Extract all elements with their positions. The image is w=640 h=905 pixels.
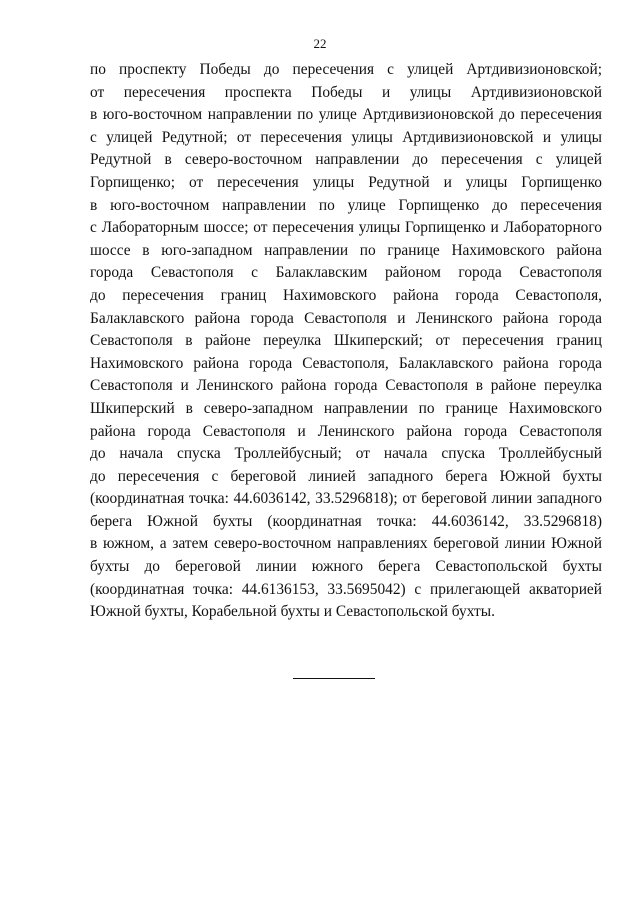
text-line: Севастополя в районе переулка Шкиперский; от пересечения границ: [90, 332, 602, 350]
text-line: до пересечения границ Нахимовского района города Севастополя,: [90, 286, 602, 304]
text-line: с улицей Редутной; от пересечения улицы Артдивизионовской и улицы: [90, 128, 602, 146]
text-line: Севастополя и Ленинского района города Севастополя в районе переулка: [90, 377, 602, 395]
text-line: с Лабораторным шоссе; от пересечения улицы Горпищенко и Лабораторного: [90, 219, 602, 237]
text-line: города Севастополя с Балаклавским районом города Севастополя: [90, 264, 602, 282]
text-line: в юго-восточном направлении по улице Артдивизионовской до пересечения: [90, 106, 602, 124]
text-line: шоссе в юго-западном направлении по границе Нахимовского района: [90, 241, 602, 259]
text-line: Горпищенко; от пересечения улицы Редутной и улицы Горпищенко: [90, 173, 602, 191]
text-line: до начала спуска Троллейбусный; от начала спуска Троллейбусный: [90, 445, 602, 463]
text-line: берега Южной бухты (координатная точка: 44.6036142, 33.5296818): [90, 512, 602, 530]
text-line: Южной бухты, Корабельной бухты и Севастопольской бухты.: [90, 603, 495, 621]
text-line: бухты до береговой линии южного берега Севастопольской бухты: [90, 558, 602, 576]
text-line: в юго-восточном направлении по улице Горпищенко до пересечения: [90, 196, 602, 214]
text-line: Редутной в северо-восточном направлении до пересечения с улицей: [90, 151, 602, 169]
page-number: 22: [313, 36, 327, 51]
text-line: Шкиперский в северо-западном направлении по границе Нахимовского: [90, 399, 602, 417]
text-line: (координатная точка: 44.6136153, 33.5695042) с прилегающей акваторией: [90, 580, 602, 598]
text-line: от пересечения проспекта Победы и улицы Артдивизионовской: [90, 83, 602, 101]
text-line: в южном, а затем северо-восточном направлениях береговой линии Южной: [90, 535, 602, 553]
text-line: по проспекту Победы до пересечения с улицей Артдивизионовской;: [90, 61, 602, 78]
text-line: до пересечения с береговой линией западного берега Южной бухты: [90, 467, 602, 485]
text-line: Нахимовского района города Севастополя, Балаклавского района города: [90, 354, 602, 372]
document-body-text: [90, 59, 602, 624]
closing-separator-line: [293, 678, 375, 679]
text-line: Балаклавского района города Севастополя и Ленинского района города: [90, 309, 602, 327]
text-line: (координатная точка: 44.6036142, 33.5296818); от береговой линии западного: [90, 490, 602, 508]
text-line: района города Севастополя и Ленинского района города Севастополя: [90, 422, 602, 440]
